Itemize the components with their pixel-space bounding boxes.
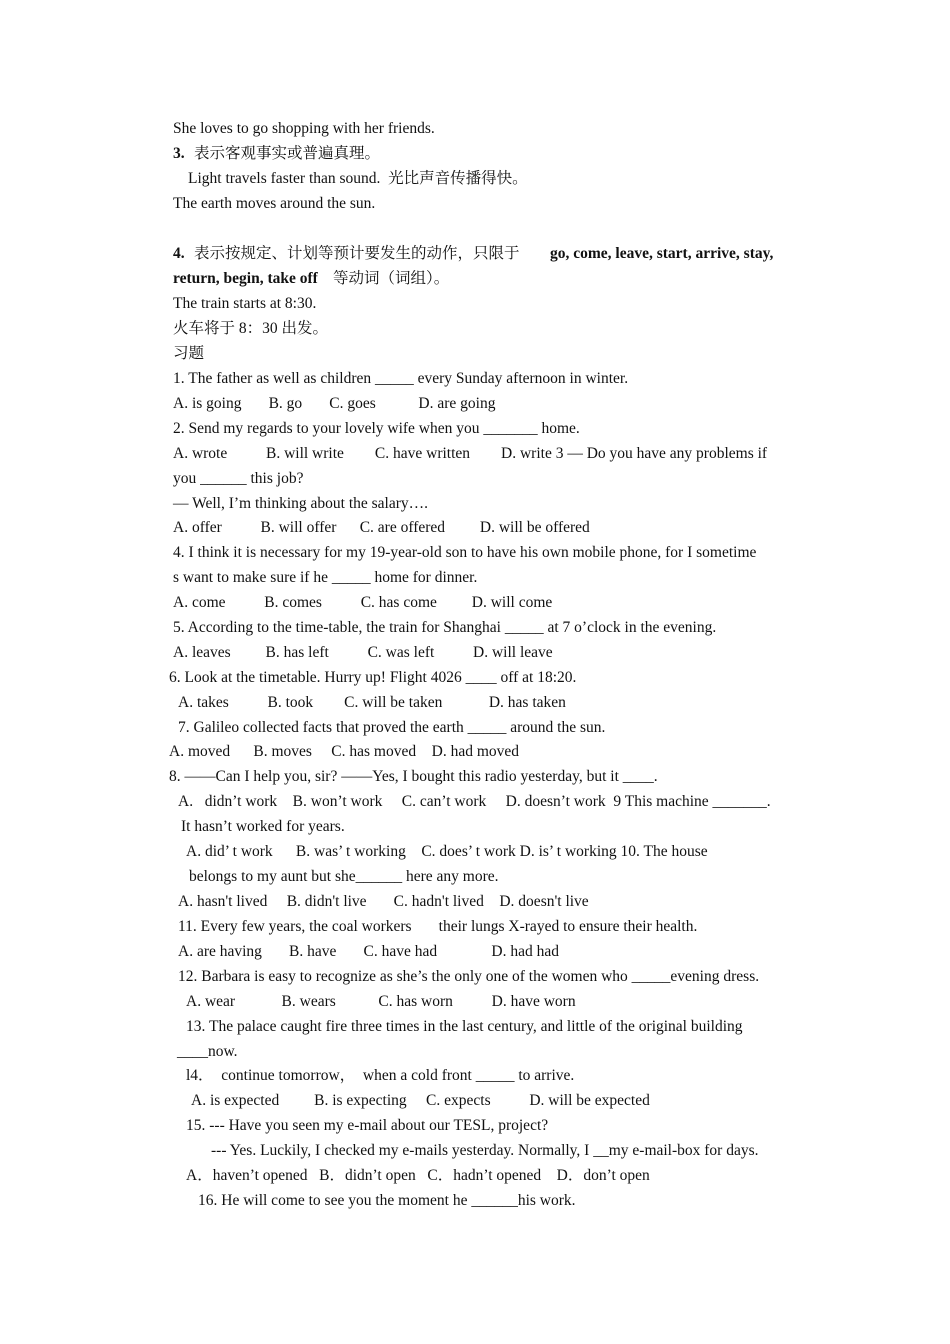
example-sentence: The train starts at 8:30. (173, 295, 317, 312)
question: — Well, I’m thinking about the salary…. (173, 495, 429, 512)
question: 7. Galileo collected facts that proved the earth _____ around the sun. (178, 719, 606, 736)
question: 5. According to the time-table, the train for Shanghai _____ at 7 o’clock in the evening. (173, 619, 717, 636)
answer-options: A. didn’t work B. won’t work C. can’t work D. doesn’t work 9 This machine _______. (178, 793, 771, 810)
answer-options: A. wear B. wears C. has worn D. have worn (186, 993, 576, 1010)
question: belongs to my aunt but she______ here any more. (189, 868, 499, 885)
answer-options: A. is expected B. is expecting C. expects D. will be expected (191, 1092, 650, 1109)
answer-options: A. are having B. have C. have had D. had had (178, 943, 559, 960)
example-translation: 火车将于 8：30 出发。 (173, 320, 329, 337)
rule-verb-list: return, begin, take off (173, 270, 318, 287)
question: --- Yes. Luckily, I checked my e-mails yesterday. Normally, I __my e-mail-box for days. (211, 1142, 759, 1159)
answer-options: A. wrote B. will write C. have written D. write 3 — Do you have any problems if (173, 445, 768, 462)
question: you ______ this job? (173, 470, 304, 487)
exercise-heading: 习题 (173, 345, 205, 362)
answer-options: A．haven’t opened B．didn’t open C．hadn’t opened D．don’t open (186, 1167, 650, 1184)
example-sentence: The earth moves around the sun. (173, 195, 376, 212)
rule-number: 4. (173, 245, 185, 262)
example-sentence: Light travels faster than sound. 光比声音传播得快。 (188, 170, 528, 187)
question: 8. ——Can I help you, sir? ——Yes, I bought this radio yesterday, but it ____. (169, 768, 658, 785)
answer-options: A. is going B. go C. goes D. are going (173, 395, 496, 412)
question: ____now. (177, 1043, 238, 1060)
question: 12. Barbara is easy to recognize as she’s the only one of the women who _____evening dress. (178, 968, 760, 985)
rule-verb-list: go, come, leave, start, arrive, stay, (550, 245, 774, 262)
answer-options: A. offer B. will offer C. are offered D. will be offered (173, 519, 590, 536)
answer-options: A. takes B. took C. will be taken D. has taken (178, 694, 566, 711)
question: 15. --- Have you seen my e-mail about our TESL, project? (186, 1117, 549, 1134)
question: It hasn’t worked for years. (181, 818, 345, 835)
question: 2. Send my regards to your lovely wife when you _______ home. (173, 420, 580, 437)
answer-options: A. moved B. moves C. has moved D. had moved (169, 743, 520, 760)
answer-options: A. come B. comes C. has come D. will come (173, 594, 553, 611)
rule-heading: 表示客观事实或普遍真理。 (194, 145, 381, 162)
rule-heading: 表示按规定、计划等预计要发生的动作，只限于 (194, 245, 520, 262)
question: 16. He will come to see you the moment he ______his work. (198, 1192, 576, 1209)
question: 6. Look at the timetable. Hurry up! Flight 4026 ____ off at 18:20. (169, 669, 577, 686)
question: 1. The father as well as children _____ every Sunday afternoon in winter. (173, 370, 629, 387)
rule-number: 3. (173, 145, 185, 162)
question: l4． continue tomorrow， when a cold front _____ to arrive. (186, 1067, 575, 1084)
question: s want to make sure if he _____ home for dinner. (173, 569, 478, 586)
answer-options: A. leaves B. has left C. was left D. will leave (173, 644, 553, 661)
rule-heading: 等动词（词组）。 (333, 270, 450, 287)
question: 4. I think it is necessary for my 19-year-old son to have his own mobile phone, for I sometime (173, 544, 757, 561)
question: 13. The palace caught fire three times in the last century, and little of the original building (186, 1018, 743, 1035)
answer-options: A. hasn't lived B. didn't live C. hadn't lived D. doesn't live (178, 893, 589, 910)
example-sentence: She loves to go shopping with her friends. (173, 120, 435, 137)
answer-options: A. did’ t work B. was’ t working C. does’ t work D. is’ t working 10. The house (186, 843, 708, 860)
question: 11. Every few years, the coal workers their lungs X-rayed to ensure their health. (178, 918, 698, 935)
